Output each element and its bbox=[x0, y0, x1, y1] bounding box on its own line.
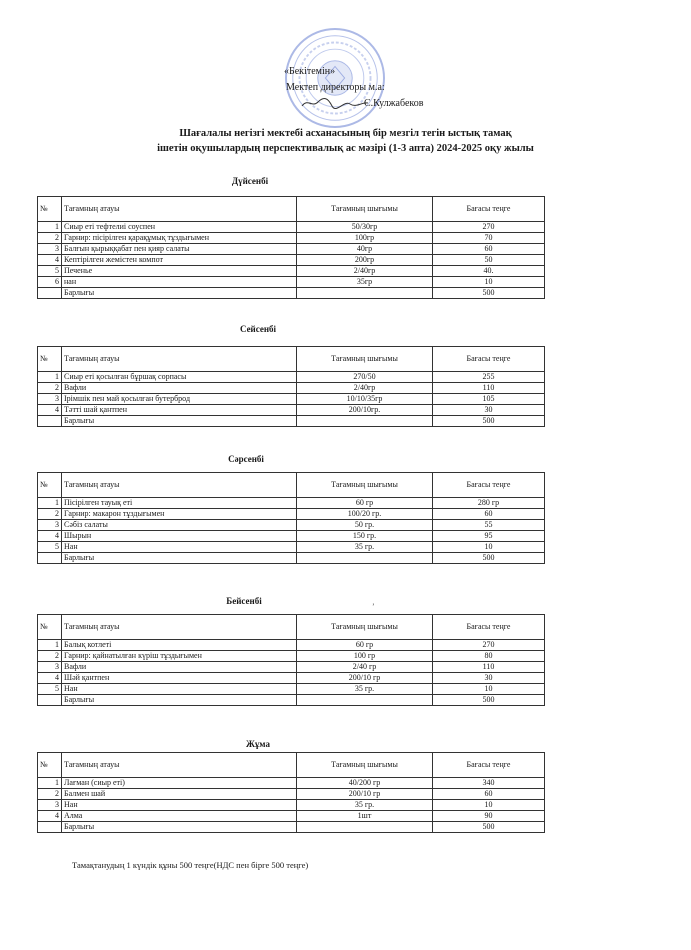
total-empty bbox=[38, 553, 62, 564]
row-yield: 200/10 гр bbox=[297, 789, 433, 800]
row-num: 4 bbox=[38, 255, 62, 266]
school-seal bbox=[285, 28, 385, 128]
row-name: Алма bbox=[62, 811, 297, 822]
table-header-row bbox=[38, 197, 545, 222]
row-yield: 200гр bbox=[297, 255, 433, 266]
row-yield: 2/40 гр bbox=[297, 662, 433, 673]
row-yield: 150 гр. bbox=[297, 531, 433, 542]
row-num: 2 bbox=[38, 383, 62, 394]
total-label: Барлығы bbox=[62, 416, 297, 427]
total-value: 500 bbox=[433, 822, 545, 833]
total-empty-yield bbox=[297, 822, 433, 833]
table-header-row bbox=[38, 347, 545, 372]
table-row bbox=[38, 394, 545, 405]
row-name: Сиыр еті қосылған бұршақ сорпасы bbox=[62, 372, 297, 383]
table-row bbox=[38, 662, 545, 673]
row-num: 3 bbox=[38, 394, 62, 405]
row-name: Вафли bbox=[62, 662, 297, 673]
total-label: Барлығы bbox=[62, 695, 297, 706]
table-row bbox=[38, 640, 545, 651]
row-num: 5 bbox=[38, 542, 62, 553]
table-row bbox=[38, 255, 545, 266]
total-row bbox=[38, 695, 545, 706]
row-price: 10 bbox=[433, 542, 545, 553]
row-name: Лағман (сиыр еті) bbox=[62, 778, 297, 789]
row-yield: 35 гр. bbox=[297, 800, 433, 811]
day-label-tuesday: Сейсенбі bbox=[239, 324, 277, 334]
row-price: 30 bbox=[433, 673, 545, 684]
row-price: 95 bbox=[433, 531, 545, 542]
table-row bbox=[38, 800, 545, 811]
row-name: Сәбіз салаты bbox=[62, 520, 297, 531]
table-row bbox=[38, 277, 545, 288]
table-row bbox=[38, 372, 545, 383]
menu-table-wednesday bbox=[37, 472, 545, 564]
col-num: № bbox=[38, 347, 62, 372]
table-header-row bbox=[38, 473, 545, 498]
total-value: 500 bbox=[433, 416, 545, 427]
table-header-row bbox=[38, 753, 545, 778]
row-price: 40. bbox=[433, 266, 545, 277]
row-price: 270 bbox=[433, 222, 545, 233]
row-num: 4 bbox=[38, 811, 62, 822]
table-row bbox=[38, 520, 545, 531]
total-empty bbox=[38, 695, 62, 706]
seal-icon bbox=[287, 30, 383, 126]
row-name: Балмен шай bbox=[62, 789, 297, 800]
table-row bbox=[38, 789, 545, 800]
row-num: 5 bbox=[38, 684, 62, 695]
col-price: Бағасы теңге bbox=[433, 473, 545, 498]
row-num: 2 bbox=[38, 651, 62, 662]
row-name: Гарнир: қайнатылған күріш тұздығымен bbox=[62, 651, 297, 662]
row-price: 10 bbox=[433, 800, 545, 811]
col-name: Тағамның атауы bbox=[62, 197, 297, 222]
row-yield: 1шт bbox=[297, 811, 433, 822]
row-name: Шәй қантпен bbox=[62, 673, 297, 684]
row-yield: 35гр bbox=[297, 277, 433, 288]
total-label: Барлығы bbox=[62, 553, 297, 564]
row-num: 3 bbox=[38, 244, 62, 255]
row-name: Гарнир: пісірілген қарақұмық тұздығымен bbox=[62, 233, 297, 244]
col-num: № bbox=[38, 615, 62, 640]
col-yield: Тағамның шығымы bbox=[297, 347, 433, 372]
row-price: 340 bbox=[433, 778, 545, 789]
row-yield: 100/20 гр. bbox=[297, 509, 433, 520]
row-name: Сиыр еті тефтелиі соуспен bbox=[62, 222, 297, 233]
row-yield: 2/40гр bbox=[297, 266, 433, 277]
director-role: Мектеп директоры м.а: bbox=[286, 82, 385, 93]
row-price: 60 bbox=[433, 509, 545, 520]
row-price: 90 bbox=[433, 811, 545, 822]
total-value: 500 bbox=[433, 695, 545, 706]
total-row bbox=[38, 822, 545, 833]
row-name: Ірімшік пен май қосылған бутерброд bbox=[62, 394, 297, 405]
table-row bbox=[38, 233, 545, 244]
col-name: Тағамның атауы bbox=[62, 753, 297, 778]
row-name: Печенье bbox=[62, 266, 297, 277]
row-price: 80 bbox=[433, 651, 545, 662]
row-price: 60 bbox=[433, 789, 545, 800]
col-name: Тағамның атауы bbox=[62, 347, 297, 372]
total-empty bbox=[38, 822, 62, 833]
table-row bbox=[38, 531, 545, 542]
col-yield: Тағамның шығымы bbox=[297, 615, 433, 640]
row-num: 2 bbox=[38, 509, 62, 520]
menu-table-tuesday bbox=[37, 346, 545, 427]
total-value: 500 bbox=[433, 288, 545, 299]
table-row bbox=[38, 651, 545, 662]
row-name: Гарнир: макарон тұздығымен bbox=[62, 509, 297, 520]
row-yield: 2/40гр bbox=[297, 383, 433, 394]
table-row bbox=[38, 498, 545, 509]
table-row bbox=[38, 811, 545, 822]
row-yield: 10/10/35гр bbox=[297, 394, 433, 405]
row-num: 1 bbox=[38, 222, 62, 233]
col-yield: Тағамның шығымы bbox=[297, 473, 433, 498]
row-name: Нан bbox=[62, 542, 297, 553]
col-name: Тағамның атауы bbox=[62, 473, 297, 498]
row-yield: 200/10 гр bbox=[297, 673, 433, 684]
table-row bbox=[38, 383, 545, 394]
row-num: 4 bbox=[38, 673, 62, 684]
row-yield: 50/30гр bbox=[297, 222, 433, 233]
row-num: 2 bbox=[38, 233, 62, 244]
row-price: 255 bbox=[433, 372, 545, 383]
col-name: Тағамның атауы bbox=[62, 615, 297, 640]
row-name: Пісірілген тауық еті bbox=[62, 498, 297, 509]
total-label: Барлығы bbox=[62, 822, 297, 833]
col-yield: Тағамның шығымы bbox=[297, 753, 433, 778]
row-num: 1 bbox=[38, 372, 62, 383]
row-yield: 50 гр. bbox=[297, 520, 433, 531]
row-name: Балық котлеті bbox=[62, 640, 297, 651]
day-label-thursday: Бейсенбі bbox=[226, 596, 262, 606]
row-yield: 100гр bbox=[297, 233, 433, 244]
row-name: Балғын қырыққабат пен қияр салаты bbox=[62, 244, 297, 255]
row-price: 110 bbox=[433, 383, 545, 394]
row-name: Кептірілген жемістен компот bbox=[62, 255, 297, 266]
table-row bbox=[38, 542, 545, 553]
row-num: 1 bbox=[38, 498, 62, 509]
row-price: 70 bbox=[433, 233, 545, 244]
col-num: № bbox=[38, 473, 62, 498]
total-empty-yield bbox=[297, 288, 433, 299]
col-yield: Тағамның шығымы bbox=[297, 197, 433, 222]
total-empty bbox=[38, 416, 62, 427]
total-empty-yield bbox=[297, 553, 433, 564]
row-num: 4 bbox=[38, 405, 62, 416]
total-row bbox=[38, 416, 545, 427]
director-signature bbox=[300, 96, 370, 110]
row-num: 3 bbox=[38, 662, 62, 673]
row-num: 2 bbox=[38, 789, 62, 800]
row-yield: 40гр bbox=[297, 244, 433, 255]
director-name: С.Кулжабеков bbox=[364, 98, 424, 109]
row-yield: 35 гр. bbox=[297, 542, 433, 553]
row-name: Нан bbox=[62, 800, 297, 811]
row-price: 110 bbox=[433, 662, 545, 673]
total-empty-yield bbox=[297, 695, 433, 706]
row-num: 1 bbox=[38, 640, 62, 651]
table-row bbox=[38, 684, 545, 695]
total-row bbox=[38, 288, 545, 299]
row-price: 50 bbox=[433, 255, 545, 266]
row-num: 5 bbox=[38, 266, 62, 277]
col-price: Бағасы теңге bbox=[433, 615, 545, 640]
day-label-monday: Дүйсенбі bbox=[231, 176, 269, 186]
row-yield: 60 гр bbox=[297, 498, 433, 509]
total-empty-yield bbox=[297, 416, 433, 427]
table-row bbox=[38, 266, 545, 277]
col-price: Бағасы теңге bbox=[433, 753, 545, 778]
row-num: 4 bbox=[38, 531, 62, 542]
menu-table-thursday bbox=[37, 614, 545, 706]
table-row bbox=[38, 778, 545, 789]
row-price: 105 bbox=[433, 394, 545, 405]
table-row bbox=[38, 509, 545, 520]
total-label: Барлығы bbox=[62, 288, 297, 299]
col-price: Бағасы теңге bbox=[433, 197, 545, 222]
menu-table-friday bbox=[37, 752, 545, 833]
total-value: 500 bbox=[433, 553, 545, 564]
row-num: 1 bbox=[38, 778, 62, 789]
approve-label: «Бекітемін» bbox=[284, 66, 336, 77]
row-price: 280 гр bbox=[433, 498, 545, 509]
row-yield: 35 гр. bbox=[297, 684, 433, 695]
day-label-wednesday: Сәрсенбі bbox=[228, 454, 264, 464]
row-name: Тәтті шай қантпен bbox=[62, 405, 297, 416]
row-num: 3 bbox=[38, 800, 62, 811]
row-name: Шырын bbox=[62, 531, 297, 542]
row-name: Нан bbox=[62, 684, 297, 695]
menu-table-monday bbox=[37, 196, 545, 299]
total-row bbox=[38, 553, 545, 564]
daily-cost-note: Тамақтанудың 1 күндік құны 500 теңге(НДС пен бірге 500 теңге) bbox=[72, 860, 309, 870]
table-row bbox=[38, 222, 545, 233]
col-num: № bbox=[38, 753, 62, 778]
row-yield: 40/200 гр bbox=[297, 778, 433, 789]
row-yield: 200/10гр. bbox=[297, 405, 433, 416]
row-yield: 270/50 bbox=[297, 372, 433, 383]
row-yield: 100 гр bbox=[297, 651, 433, 662]
row-price: 60 bbox=[433, 244, 545, 255]
row-num: 6 bbox=[38, 277, 62, 288]
total-empty bbox=[38, 288, 62, 299]
table-row bbox=[38, 244, 545, 255]
row-price: 55 bbox=[433, 520, 545, 531]
row-num: 3 bbox=[38, 520, 62, 531]
row-yield: 60 гр bbox=[297, 640, 433, 651]
page-title-line2: ішетін оқушылардың перспективалық ас мәзірі (1-3 апта) 2024-2025 оқу жылы bbox=[157, 143, 534, 154]
col-num: № bbox=[38, 197, 62, 222]
table-header-row bbox=[38, 615, 545, 640]
row-name: Вафли bbox=[62, 383, 297, 394]
table-row bbox=[38, 673, 545, 684]
page-title-line1: Шағалалы негізгі мектебі асханасының бір мезгіл тегін ыстық тамақ bbox=[179, 128, 512, 139]
row-name: нан bbox=[62, 277, 297, 288]
day-label-friday: Жұма bbox=[246, 739, 270, 749]
row-price: 10 bbox=[433, 684, 545, 695]
table-row bbox=[38, 405, 545, 416]
stray-mark: ʼ bbox=[372, 602, 375, 611]
row-price: 10 bbox=[433, 277, 545, 288]
row-price: 270 bbox=[433, 640, 545, 651]
col-price: Бағасы теңге bbox=[433, 347, 545, 372]
row-price: 30 bbox=[433, 405, 545, 416]
